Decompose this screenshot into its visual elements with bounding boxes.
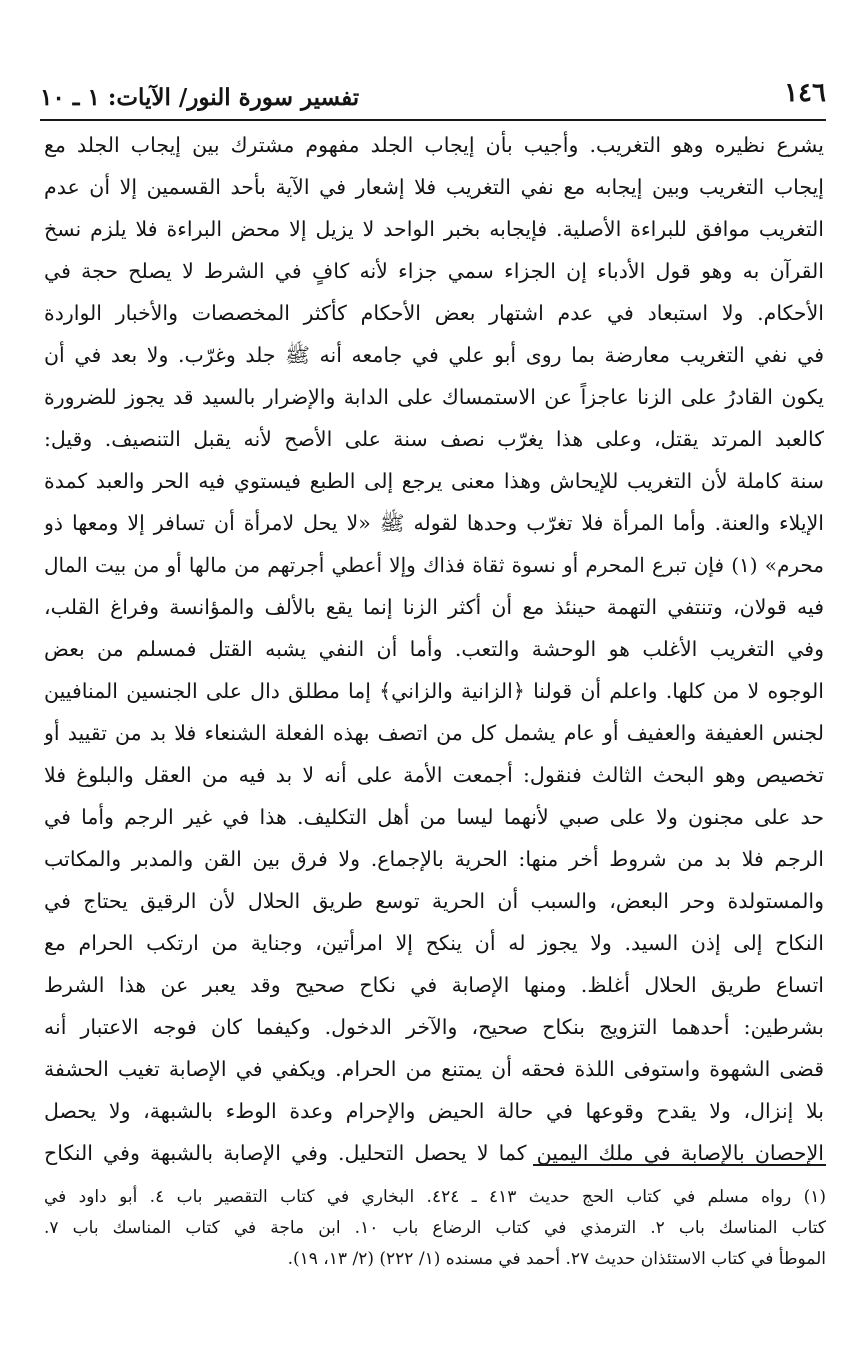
text-line: النكاح إلى إذن السيد. ولا يجوز له أن ينكح إلا امرأتين، وجناية من ارتكب الحرام مع xyxy=(44,931,824,955)
footnote-rule xyxy=(533,1164,826,1166)
text-line: والمستولدة وحر البعض، والسبب أن الحرية توسع طريق الحلال لأن الرقيق يحتاج في xyxy=(44,889,824,913)
header-rule xyxy=(40,119,826,121)
text-line: كالعبد المرتد يقتل، وعلى هذا يغرّب نصف سنة على الأصح لأنه يقبل التنصيف. وقيل: xyxy=(44,427,824,451)
text-line: لجنس العفيفة والعفيف أو عام يشمل كل من اتصف بهذه الفعلة الشنعاء فلا بد من تقييد أو xyxy=(44,721,824,745)
text-line: سنة كاملة لأن التغريب للإيحاش وهذا معنى يرجع إلى الطبع فيستوي فيه الحر والعبد كمدة xyxy=(44,469,824,493)
text-line: يكون القادرُ على الزنا عاجزاً عن الاستمساك على الدابة والإضرار بالسيد قد يجوز للضرورة xyxy=(44,385,824,409)
text-line: تخصيص وهو البحث الثالث فنقول: أجمعت الأمة على أنه لا بد فيه من العقل والبلوغ فلا xyxy=(44,763,824,787)
text-line: الأحكام. ولا استبعاد في عدم اشتهار بعض الأحكام كأكثر المخصصات والأخبار الواردة xyxy=(44,301,824,325)
text-line: القرآن به وهو قول الأدباء إن الجزاء سمي جزاء لأنه كافٍ في الشرط لا يصلح حجة في xyxy=(44,259,824,283)
running-title: تفسير سورة النور/ الآيات: ١ ـ ١٠ xyxy=(40,84,360,111)
page-header xyxy=(40,74,826,120)
text-line: اتساع طريق الحلال أغلظ. ومنها الإصابة في نكاح صحيح وقد يعبر عن هذا الشرط xyxy=(44,973,824,997)
text-line: وفي التغريب الأغلب هو الوحشة والتعب. وأما أن النفي يشبه القتل فمسلم من بعض xyxy=(44,637,824,661)
footnotes xyxy=(44,1182,826,1275)
text-line: الإيلاء والعنة. وأما المرأة فلا تغرّب وحدها لقوله ﷺ «لا يحل لامرأة أن تسافر إلا ومعها ذو xyxy=(44,511,824,535)
text-line: يشرع نظيره وهو التغريب. وأجيب بأن إيجاب الجلد مفهوم مشترك بين إيجاب الجلد مع xyxy=(44,133,824,157)
footnote-line: (١) رواه مسلم في كتاب الحج حديث ٤١٣ ـ ٤٢٤. البخاري في كتاب التقصير باب ٤. أبو داود في xyxy=(44,1187,826,1207)
text-line: الوجوه لا من كلها. واعلم أن قولنا ﴿الزانية والزاني﴾ إما مطلق دال على الجنسين المنافيين xyxy=(44,679,824,703)
text-line: حد على مجنون ولا على صبي لأنهما ليسا من أهل التكليف. هذا في غير الرجم وأما في xyxy=(44,805,824,829)
text-line: التغريب موافق للبراءة الأصلية. فإيجابه بخبر الواحد لا يزيل إلا محض البراءة فلا يلزم نسخ xyxy=(44,217,824,241)
text-line: قضى الشهوة واستوفى اللذة فحقه أن يمتنع من الحرام. ويكفي في الإصابة تغيب الحشفة xyxy=(44,1057,824,1081)
footnote-line: الموطأ في كتاب الاستئذان حديث ٢٧. أحمد في مسنده (١/ ٢٢٢) (٢/ ١٣، ١٩). xyxy=(287,1249,826,1269)
text-line: إيجاب التغريب وبين إيجابه مع نفي التغريب فلا إشعار في الآية بأحد القسمين إلا أن عدم xyxy=(44,175,824,199)
text-line: الرجم فلا بد من شروط أخر منها: الحرية بالإجماع. ولا فرق بين القن والمدبر والمكاتب xyxy=(44,847,824,871)
body-text xyxy=(44,124,824,1174)
page-number: ١٤٦ xyxy=(784,78,826,108)
text-line: فيه قولان، وتنتفي التهمة حينئذ مع أن أكثر الزنا إنما يقع بالألف والمؤانسة وفراغ القلب، xyxy=(44,595,824,619)
text-line: محرم» (١) فإن تبرع المحرم أو نسوة ثقاة فذاك وإلا أعطي أجرتهم من مالها أو من بيت المال xyxy=(44,553,824,577)
footnote-line: كتاب المناسك باب ٢. الترمذي في كتاب الرضاع باب ١٠. ابن ماجة في كتاب المناسك باب ٧. xyxy=(44,1218,826,1238)
text-line: بشرطين: أحدهما التزويج بنكاح صحيح، والآخر الدخول. وكيفما كان فوجه الاعتبار أنه xyxy=(44,1015,824,1039)
text-line: الإحصان بالإصابة في ملك اليمين كما لا يحصل التحليل. وفي الإصابة بالشبهة وفي النكاح xyxy=(44,1141,824,1165)
text-line: بلا إنزال، ولا يقدح وقوعها في حالة الحيض والإحرام وعدة الوطء بالشبهة، ولا يحصل xyxy=(44,1099,824,1123)
text-line: في نفي التغريب معارضة بما روى أبو علي في جامعه أنه ﷺ جلد وغرّب. ولا بعد في أن xyxy=(44,343,824,367)
